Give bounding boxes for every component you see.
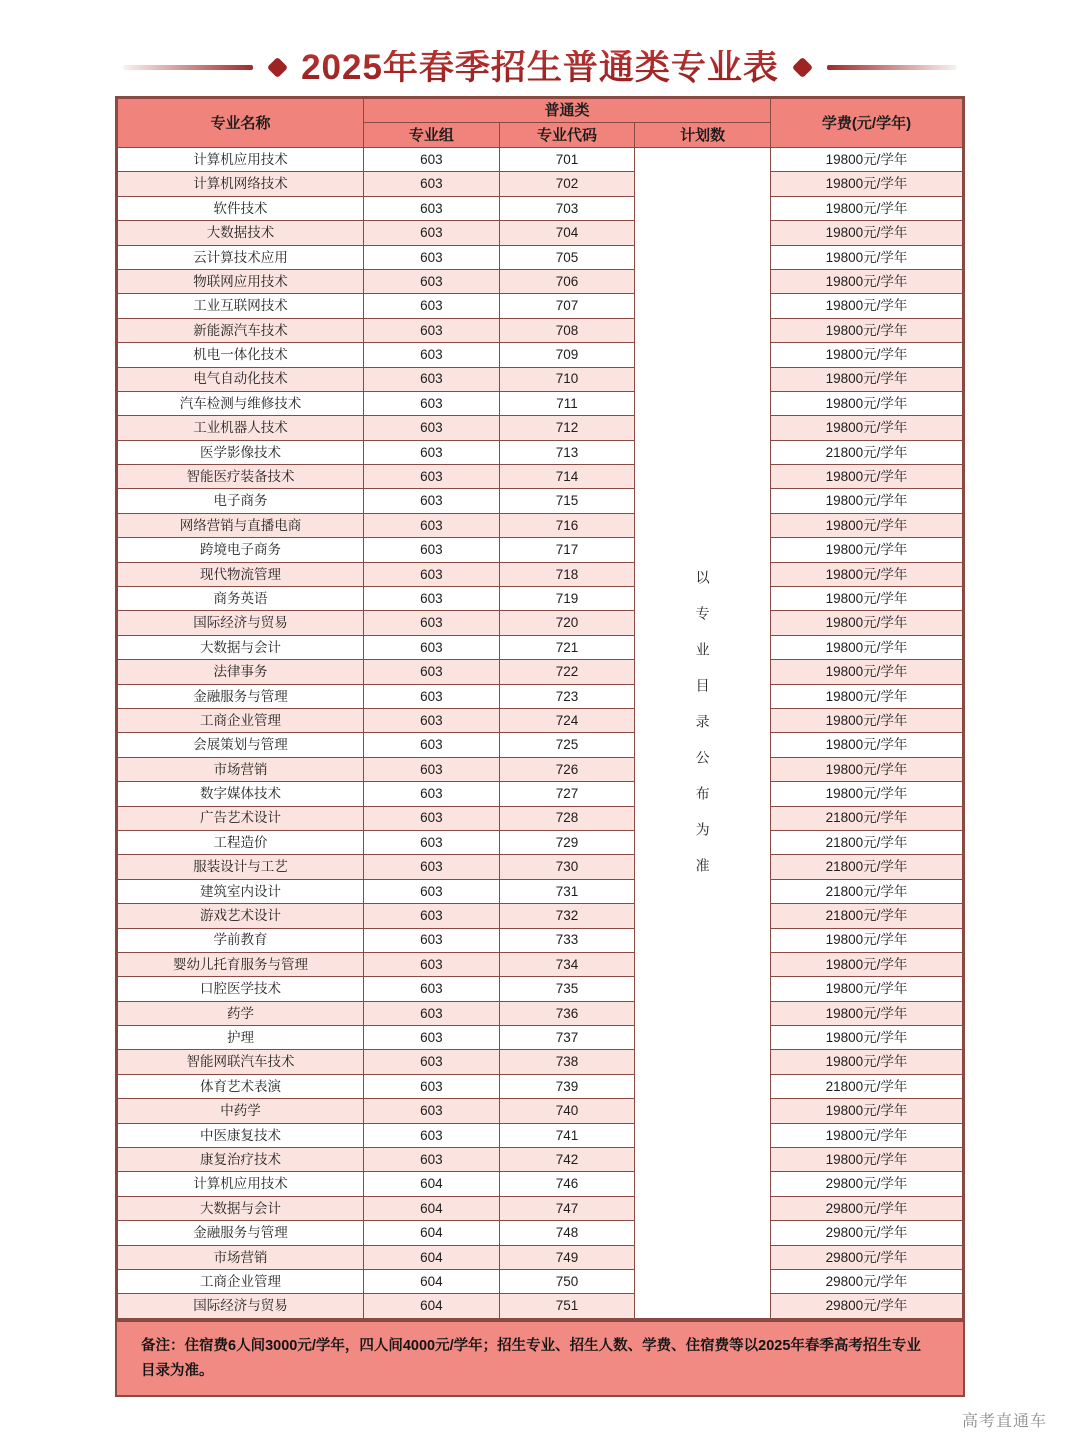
table-row <box>118 294 963 318</box>
cell-major-group: 603 <box>364 367 500 391</box>
cell-plan-count-merged <box>635 148 771 1319</box>
table-row <box>118 635 963 659</box>
cell-tuition: 19800元/学年 <box>771 562 963 586</box>
table-header-row-1 <box>118 99 963 123</box>
cell-tuition: 19800元/学年 <box>771 318 963 342</box>
cell-major-name: 康复治疗技术 <box>118 1148 364 1172</box>
cell-major-group: 603 <box>364 587 500 611</box>
cell-tuition: 19800元/学年 <box>771 172 963 196</box>
table-row <box>118 513 963 537</box>
cell-tuition: 19800元/学年 <box>771 757 963 781</box>
cell-major-code: 725 <box>499 733 635 757</box>
table-row <box>118 928 963 952</box>
cell-major-code: 747 <box>499 1196 635 1220</box>
cell-tuition: 19800元/学年 <box>771 391 963 415</box>
cell-major-name: 云计算技术应用 <box>118 245 364 269</box>
cell-major-name: 服装设计与工艺 <box>118 855 364 879</box>
table-row <box>118 1245 963 1269</box>
cell-major-name: 游戏艺术设计 <box>118 904 364 928</box>
table-row <box>118 1148 963 1172</box>
cell-tuition: 19800元/学年 <box>771 1148 963 1172</box>
cell-major-group: 603 <box>364 757 500 781</box>
table-row <box>118 1221 963 1245</box>
cell-major-code: 712 <box>499 416 635 440</box>
cell-major-group: 603 <box>364 343 500 367</box>
cell-major-code: 724 <box>499 708 635 732</box>
table-row <box>118 245 963 269</box>
cell-tuition: 21800元/学年 <box>771 879 963 903</box>
cell-major-group: 603 <box>364 1026 500 1050</box>
cell-major-name: 护理 <box>118 1026 364 1050</box>
cell-major-name: 智能医疗装备技术 <box>118 465 364 489</box>
table-row <box>118 708 963 732</box>
cell-major-group: 604 <box>364 1196 500 1220</box>
cell-major-group: 603 <box>364 660 500 684</box>
cell-major-name: 医学影像技术 <box>118 440 364 464</box>
cell-major-name: 工程造价 <box>118 830 364 854</box>
table-row <box>118 416 963 440</box>
cell-major-name: 国际经济与贸易 <box>118 1294 364 1318</box>
cell-major-name: 市场营销 <box>118 757 364 781</box>
cell-major-code: 723 <box>499 684 635 708</box>
col-header-major-code: 专业代码 <box>499 123 635 148</box>
cell-major-name: 广告艺术设计 <box>118 806 364 830</box>
cell-major-group: 603 <box>364 928 500 952</box>
cell-major-group: 603 <box>364 221 500 245</box>
cell-tuition: 21800元/学年 <box>771 904 963 928</box>
cell-major-group: 603 <box>364 1099 500 1123</box>
cell-tuition: 21800元/学年 <box>771 440 963 464</box>
cell-tuition: 19800元/学年 <box>771 1050 963 1074</box>
cell-major-group: 603 <box>364 708 500 732</box>
remarks-line-1: 备注：住宿费6人间3000元/学年，四人间4000元/学年；招生专业、招生人数、学费、住宿费等以2025年春季高考招生专业 <box>141 1338 921 1354</box>
cell-major-code: 703 <box>499 196 635 220</box>
cell-major-name: 物联网应用技术 <box>118 269 364 293</box>
cell-major-group: 604 <box>364 1221 500 1245</box>
table-row <box>118 684 963 708</box>
cell-major-group: 603 <box>364 148 500 172</box>
cell-tuition: 19800元/学年 <box>771 221 963 245</box>
table-row <box>118 196 963 220</box>
table-row <box>118 977 963 1001</box>
table-row <box>118 952 963 976</box>
cell-major-name: 汽车检测与维修技术 <box>118 391 364 415</box>
cell-tuition: 19800元/学年 <box>771 367 963 391</box>
cell-tuition: 19800元/学年 <box>771 1099 963 1123</box>
cell-major-group: 603 <box>364 1123 500 1147</box>
cell-major-group: 603 <box>364 269 500 293</box>
cell-major-code: 709 <box>499 343 635 367</box>
col-header-tuition: 学费(元/学年) <box>771 99 963 148</box>
cell-tuition: 19800元/学年 <box>771 928 963 952</box>
table-body <box>118 148 963 1319</box>
col-header-plan-count: 计划数 <box>635 123 771 148</box>
cell-major-group: 603 <box>364 294 500 318</box>
table-row <box>118 1172 963 1196</box>
cell-tuition: 21800元/学年 <box>771 855 963 879</box>
table-header <box>118 99 963 148</box>
cell-major-code: 738 <box>499 1050 635 1074</box>
table-row <box>118 440 963 464</box>
cell-major-code: 707 <box>499 294 635 318</box>
cell-major-code: 732 <box>499 904 635 928</box>
page-title-banner <box>0 42 1080 92</box>
cell-tuition: 29800元/学年 <box>771 1269 963 1293</box>
table-row <box>118 538 963 562</box>
cell-major-name: 软件技术 <box>118 196 364 220</box>
table-row <box>118 465 963 489</box>
cell-major-code: 702 <box>499 172 635 196</box>
cell-major-name: 计算机应用技术 <box>118 1172 364 1196</box>
cell-major-group: 603 <box>364 318 500 342</box>
table-row <box>118 660 963 684</box>
cell-major-code: 730 <box>499 855 635 879</box>
table-row <box>118 782 963 806</box>
table-row <box>118 830 963 854</box>
cell-major-name: 药学 <box>118 1001 364 1025</box>
cell-major-name: 体育艺术表演 <box>118 1074 364 1098</box>
table-row <box>118 1050 963 1074</box>
cell-major-code: 701 <box>499 148 635 172</box>
cell-major-name: 工业机器人技术 <box>118 416 364 440</box>
cell-major-code: 718 <box>499 562 635 586</box>
cell-major-group: 603 <box>364 440 500 464</box>
cell-major-code: 704 <box>499 221 635 245</box>
cell-major-name: 口腔医学技术 <box>118 977 364 1001</box>
table-row <box>118 489 963 513</box>
cell-major-name: 大数据与会计 <box>118 635 364 659</box>
cell-tuition: 21800元/学年 <box>771 1074 963 1098</box>
cell-major-code: 706 <box>499 269 635 293</box>
cell-major-group: 603 <box>364 1050 500 1074</box>
cell-major-code: 719 <box>499 587 635 611</box>
cell-tuition: 29800元/学年 <box>771 1245 963 1269</box>
cell-major-code: 734 <box>499 952 635 976</box>
table-row <box>118 806 963 830</box>
cell-tuition: 19800元/学年 <box>771 635 963 659</box>
cell-major-code: 716 <box>499 513 635 537</box>
col-header-major-group: 专业组 <box>364 123 500 148</box>
cell-tuition: 19800元/学年 <box>771 977 963 1001</box>
cell-major-name: 跨境电子商务 <box>118 538 364 562</box>
cell-major-name: 法律事务 <box>118 660 364 684</box>
cell-tuition: 19800元/学年 <box>771 1123 963 1147</box>
cell-major-group: 603 <box>364 538 500 562</box>
cell-major-code: 741 <box>499 1123 635 1147</box>
cell-major-code: 746 <box>499 1172 635 1196</box>
cell-major-code: 749 <box>499 1245 635 1269</box>
col-header-ordinary-group: 普通类 <box>364 99 771 123</box>
cell-major-code: 722 <box>499 660 635 684</box>
title-rule-left <box>123 65 253 70</box>
cell-major-group: 603 <box>364 684 500 708</box>
cell-major-name: 计算机应用技术 <box>118 148 364 172</box>
cell-major-name: 大数据与会计 <box>118 1196 364 1220</box>
cell-major-name: 工商企业管理 <box>118 708 364 732</box>
cell-tuition: 19800元/学年 <box>771 196 963 220</box>
cell-major-name: 网络营销与直播电商 <box>118 513 364 537</box>
col-header-major-name: 专业名称 <box>118 99 364 148</box>
table-row <box>118 172 963 196</box>
cell-major-name: 会展策划与管理 <box>118 733 364 757</box>
cell-major-group: 603 <box>364 465 500 489</box>
cell-major-name: 大数据技术 <box>118 221 364 245</box>
cell-tuition: 19800元/学年 <box>771 148 963 172</box>
cell-tuition: 19800元/学年 <box>771 782 963 806</box>
cell-major-code: 710 <box>499 367 635 391</box>
cell-major-code: 717 <box>499 538 635 562</box>
table-row <box>118 269 963 293</box>
cell-major-code: 748 <box>499 1221 635 1245</box>
cell-major-group: 604 <box>364 1172 500 1196</box>
table-row <box>118 367 963 391</box>
cell-major-code: 736 <box>499 1001 635 1025</box>
cell-major-group: 603 <box>364 1148 500 1172</box>
cell-major-name: 国际经济与贸易 <box>118 611 364 635</box>
cell-tuition: 19800元/学年 <box>771 489 963 513</box>
cell-major-code: 740 <box>499 1099 635 1123</box>
table-row <box>118 1026 963 1050</box>
cell-major-group: 603 <box>364 1001 500 1025</box>
cell-tuition: 19800元/学年 <box>771 294 963 318</box>
cell-major-group: 604 <box>364 1294 500 1318</box>
table-row <box>118 904 963 928</box>
cell-tuition: 29800元/学年 <box>771 1196 963 1220</box>
cell-major-name: 市场营销 <box>118 1245 364 1269</box>
cell-major-group: 603 <box>364 611 500 635</box>
cell-major-name: 中医康复技术 <box>118 1123 364 1147</box>
cell-major-name: 工业互联网技术 <box>118 294 364 318</box>
cell-major-code: 739 <box>499 1074 635 1098</box>
cell-major-code: 711 <box>499 391 635 415</box>
cell-major-group: 603 <box>364 245 500 269</box>
table-row <box>118 1196 963 1220</box>
cell-major-code: 735 <box>499 977 635 1001</box>
cell-major-group: 603 <box>364 416 500 440</box>
cell-major-code: 715 <box>499 489 635 513</box>
cell-tuition: 19800元/学年 <box>771 660 963 684</box>
table-row <box>118 879 963 903</box>
cell-tuition: 19800元/学年 <box>771 952 963 976</box>
cell-major-name: 工商企业管理 <box>118 1269 364 1293</box>
cell-tuition: 19800元/学年 <box>771 465 963 489</box>
cell-tuition: 19800元/学年 <box>771 538 963 562</box>
cell-major-group: 603 <box>364 952 500 976</box>
cell-major-name: 机电一体化技术 <box>118 343 364 367</box>
cell-major-name: 电气自动化技术 <box>118 367 364 391</box>
cell-major-name: 建筑室内设计 <box>118 879 364 903</box>
cell-major-group: 603 <box>364 806 500 830</box>
table-row <box>118 1269 963 1293</box>
cell-tuition: 19800元/学年 <box>771 611 963 635</box>
table-row <box>118 221 963 245</box>
table-row <box>118 148 963 172</box>
table-row <box>118 587 963 611</box>
cell-tuition: 21800元/学年 <box>771 806 963 830</box>
cell-tuition: 29800元/学年 <box>771 1294 963 1318</box>
table-row <box>118 611 963 635</box>
remarks-box <box>115 1320 965 1397</box>
table-row <box>118 1123 963 1147</box>
diamond-icon-right <box>792 56 813 77</box>
cell-major-name: 婴幼儿托育服务与管理 <box>118 952 364 976</box>
cell-major-name: 智能网联汽车技术 <box>118 1050 364 1074</box>
majors-table <box>117 98 963 1319</box>
cell-major-code: 714 <box>499 465 635 489</box>
title-rule-right <box>827 65 957 70</box>
cell-tuition: 19800元/学年 <box>771 1026 963 1050</box>
cell-tuition: 19800元/学年 <box>771 587 963 611</box>
cell-major-code: 720 <box>499 611 635 635</box>
cell-major-code: 721 <box>499 635 635 659</box>
table-row <box>118 318 963 342</box>
table-row <box>118 1001 963 1025</box>
cell-major-name: 商务英语 <box>118 587 364 611</box>
cell-major-group: 603 <box>364 879 500 903</box>
cell-tuition: 29800元/学年 <box>771 1221 963 1245</box>
cell-major-name: 学前教育 <box>118 928 364 952</box>
cell-major-code: 726 <box>499 757 635 781</box>
plan-count-vertical-text: 以专业目录公布为准 <box>694 569 711 894</box>
cell-major-group: 603 <box>364 172 500 196</box>
cell-major-name: 中药学 <box>118 1099 364 1123</box>
cell-major-group: 603 <box>364 855 500 879</box>
cell-tuition: 19800元/学年 <box>771 343 963 367</box>
cell-major-code: 742 <box>499 1148 635 1172</box>
cell-major-code: 713 <box>499 440 635 464</box>
cell-tuition: 19800元/学年 <box>771 513 963 537</box>
cell-tuition: 19800元/学年 <box>771 1001 963 1025</box>
cell-major-code: 750 <box>499 1269 635 1293</box>
cell-major-group: 603 <box>364 635 500 659</box>
watermark-label: 高考直通车 <box>961 1413 1047 1430</box>
cell-major-group: 603 <box>364 1074 500 1098</box>
cell-major-group: 603 <box>364 830 500 854</box>
cell-major-name: 新能源汽车技术 <box>118 318 364 342</box>
cell-major-group: 604 <box>364 1245 500 1269</box>
cell-major-code: 727 <box>499 782 635 806</box>
cell-major-code: 708 <box>499 318 635 342</box>
table-row <box>118 757 963 781</box>
cell-major-code: 733 <box>499 928 635 952</box>
table-row <box>118 1099 963 1123</box>
cell-major-group: 603 <box>364 513 500 537</box>
table-row <box>118 391 963 415</box>
remarks-line-2: 目录为准。 <box>141 1363 214 1380</box>
cell-tuition: 19800元/学年 <box>771 684 963 708</box>
cell-tuition: 19800元/学年 <box>771 269 963 293</box>
cell-major-code: 737 <box>499 1026 635 1050</box>
table-row <box>118 343 963 367</box>
cell-major-code: 705 <box>499 245 635 269</box>
cell-major-code: 729 <box>499 830 635 854</box>
cell-major-group: 603 <box>364 562 500 586</box>
cell-major-name: 电子商务 <box>118 489 364 513</box>
cell-major-code: 731 <box>499 879 635 903</box>
table-row <box>118 1074 963 1098</box>
cell-major-group: 603 <box>364 782 500 806</box>
page-title: 2025年春季招生普通类专业表 <box>285 50 795 85</box>
table-row <box>118 562 963 586</box>
cell-major-name: 现代物流管理 <box>118 562 364 586</box>
cell-tuition: 19800元/学年 <box>771 708 963 732</box>
cell-major-name: 数字媒体技术 <box>118 782 364 806</box>
cell-major-group: 603 <box>364 391 500 415</box>
cell-major-group: 603 <box>364 977 500 1001</box>
cell-major-name: 金融服务与管理 <box>118 684 364 708</box>
cell-tuition: 29800元/学年 <box>771 1172 963 1196</box>
cell-tuition: 19800元/学年 <box>771 416 963 440</box>
cell-major-group: 603 <box>364 489 500 513</box>
cell-major-group: 603 <box>364 904 500 928</box>
majors-table-container <box>115 96 965 1321</box>
table-row <box>118 733 963 757</box>
cell-tuition: 21800元/学年 <box>771 830 963 854</box>
cell-tuition: 19800元/学年 <box>771 245 963 269</box>
cell-major-name: 计算机网络技术 <box>118 172 364 196</box>
table-row <box>118 1294 963 1318</box>
cell-major-name: 金融服务与管理 <box>118 1221 364 1245</box>
cell-major-group: 603 <box>364 733 500 757</box>
table-row <box>118 855 963 879</box>
cell-major-group: 604 <box>364 1269 500 1293</box>
cell-tuition: 19800元/学年 <box>771 733 963 757</box>
cell-major-code: 751 <box>499 1294 635 1318</box>
cell-major-group: 603 <box>364 196 500 220</box>
cell-major-code: 728 <box>499 806 635 830</box>
